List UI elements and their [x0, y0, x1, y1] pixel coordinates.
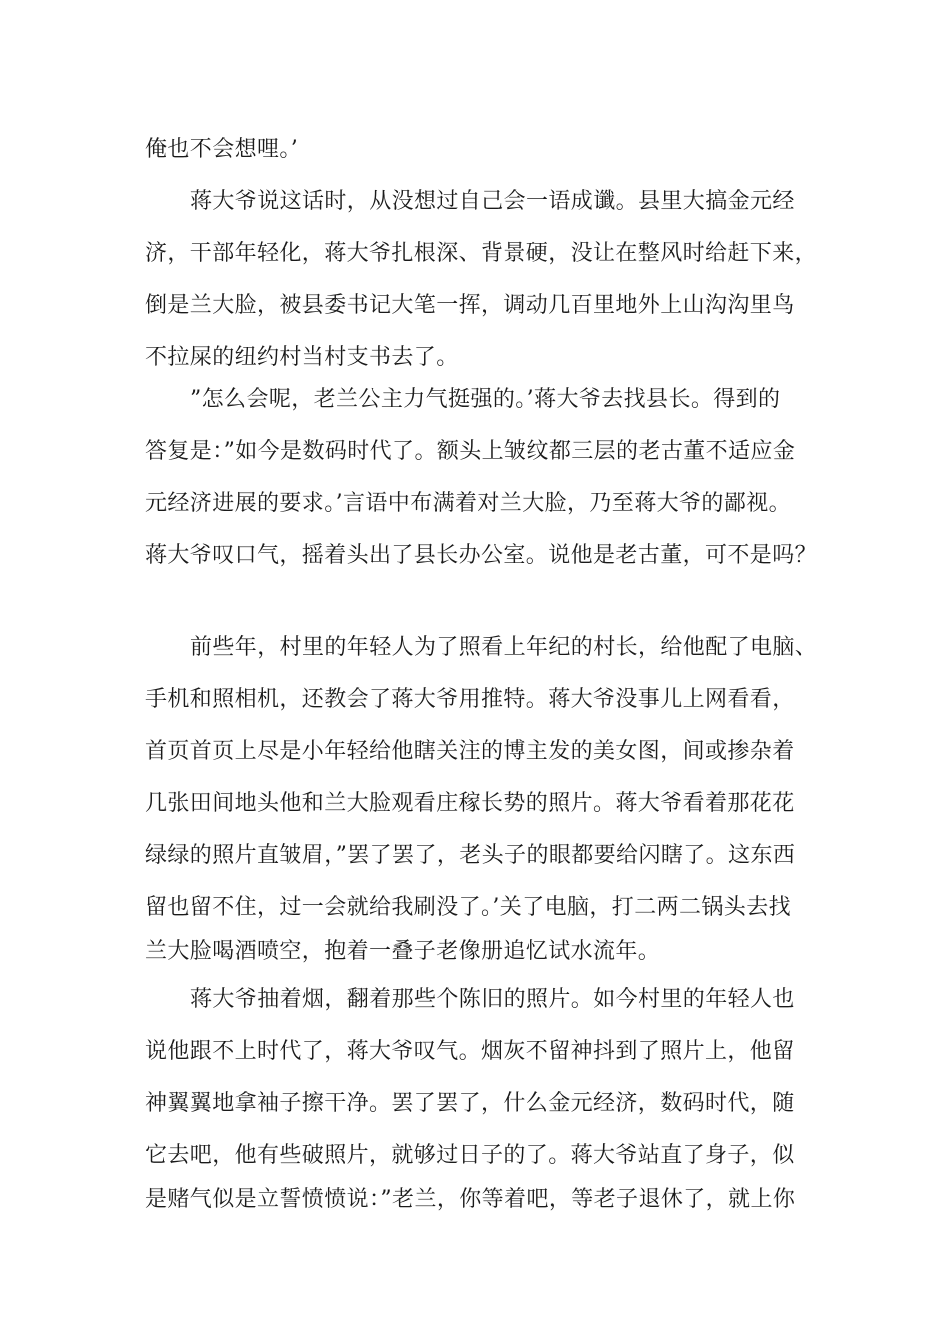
- text-line: 济，干部年轻化，蒋大爷扎根深、背景硬，没让在整风时给赶下来，: [145, 241, 818, 266]
- text-line: 神翼翼地拿袖子擦干净。罢了罢了，什么金元经济，数码时代，随: [145, 1091, 795, 1116]
- paragraph-first-line: 蒋大爷抽着烟，翻着那些个陈旧的照片。如今村里的年轻人也: [190, 987, 795, 1012]
- text-line: 答复是：”如今是数码时代了。额头上皱纹都三层的老古董不适应金: [145, 439, 796, 464]
- text-line: 留也留不住，过一会就给我刷没了。’关了电脑，打二两二锅头去找: [145, 895, 791, 920]
- text-line: 蒋大爷叹口气，摇着头出了县长办公室。说他是老古董，可不是吗？: [145, 543, 818, 568]
- text-line: 绿绿的照片直皱眉，”罢了罢了，老头子的眼都要给闪瞎了。这东西: [145, 843, 796, 868]
- paragraph-first-line: 前些年，村里的年轻人为了照看上年纪的村长，给他配了电脑、: [190, 635, 818, 660]
- text-line: 俺也不会想哩。’: [145, 137, 299, 162]
- text-line: 是赌气似是立誓愤愤说：”老兰，你等着吧，等老子退休了，就上你: [145, 1187, 796, 1212]
- text-line: 它去吧，他有些破照片，就够过日子的了。蒋大爷站直了身子，似: [145, 1143, 795, 1168]
- text-line: 说他跟不上时代了，蒋大爷叹气。烟灰不留神抖到了照片上，他留: [145, 1039, 795, 1064]
- paragraph-first-line: ”怎么会呢，老兰公主力气挺强的。’蒋大爷去找县长。得到的: [190, 387, 781, 412]
- text-line: 几张田间地头他和兰大脸观看庄稼长势的照片。蒋大爷看着那花花: [145, 791, 795, 816]
- text-line: 首页首页上尽是小年轻给他瞎关注的博主发的美女图，间或掺杂着: [145, 739, 795, 764]
- text-line: 倒是兰大脸，被县委书记大笔一挥，调动几百里地外上山沟沟里鸟: [145, 293, 795, 318]
- text-line: 手机和照相机，还教会了蒋大爷用推特。蒋大爷没事儿上网看看，: [145, 687, 795, 712]
- text-line: 不拉屎的纽约村当村支书去了。: [145, 345, 459, 370]
- paragraph-first-line: 蒋大爷说这话时，从没想过自己会一语成谶。县里大搞金元经: [190, 189, 795, 214]
- text-line: 兰大脸喝酒喷空，抱着一叠子老像册追忆试水流年。: [145, 939, 661, 964]
- text-line: 元经济进展的要求。’言语中布满着对兰大脸，乃至蒋大爷的鄙视。: [145, 491, 791, 516]
